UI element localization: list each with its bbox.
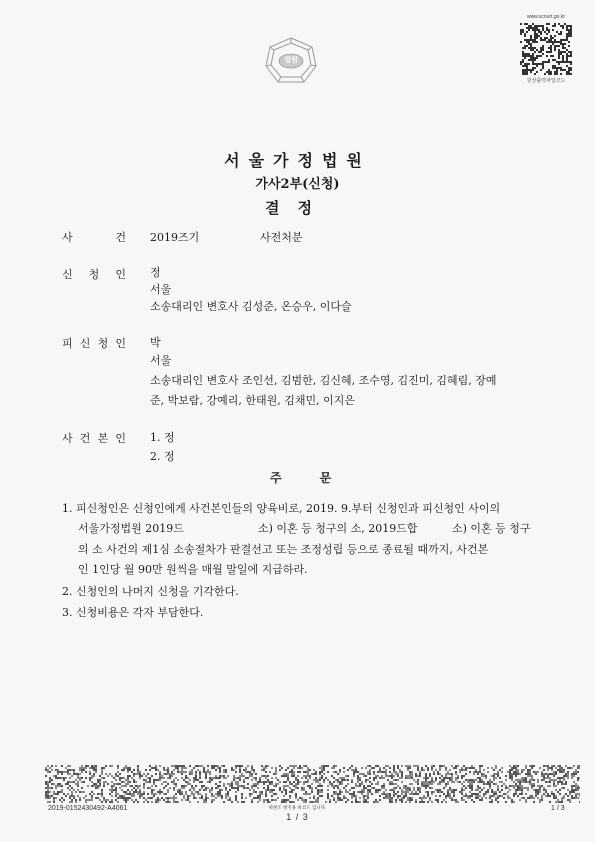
qr-code-block [515,14,577,90]
court-emblem [264,36,318,86]
anti-forgery-barcode [45,765,580,803]
emblem-label: 법원 [284,56,298,64]
principal-1: 1. 정 [150,431,175,444]
applicant-label: 신 청 인 [62,268,126,281]
respondent-address: 서울 [150,354,172,367]
order-item-1-line-2a: 서울가정법원 2019드 [78,522,184,535]
order-item-1-line-4: 인 1인당 월 90만 원씩을 매월 말일에 지급하라. [78,563,308,576]
order-item-1-line-2b: 소) 이혼 등 청구의 소, 2019드합 [258,522,418,535]
principals-label: 사 건 본 인 [62,432,126,445]
order-item-3: 3. 신청비용은 각자 부담한다. [62,606,204,619]
document-type: 결정 [265,199,330,217]
document-id: 2019-0152430492-A4061 [48,805,128,812]
barcode-notice: 위변조 방지용 바코드 입니다. [268,806,327,811]
respondent-attorney-line1: 소송대리인 변호사 조인선, 김범한, 김신혜, 조수영, 김진미, 김혜림, 장예 [150,374,497,387]
respondent-label: 피 신 청 인 [62,337,126,350]
qr-code [520,23,572,75]
page-number-right: 1 / 3 [551,805,565,812]
order-item-1-line-3: 의 소 사건의 제1심 소송절차가 판결선고 또는 조정성립 등으로 종료될 때까지, 사건본 [78,543,489,556]
respondent-attorney-line2: 준, 박보람, 강예리, 한태원, 김채민, 이지은 [150,394,355,407]
case-label: 사 건 [62,231,126,244]
order-item-1-line-1: 1. 피신청인은 신청인에게 사건본인들의 양육비로, 2019. 9.부터 신청인과 피신청인 사이의 [62,502,501,515]
qr-caption: 원상출력파일코드 [526,78,566,84]
department: 가사2부(신청) [255,177,340,192]
applicant-attorney: 소송대리인 변호사 김성준, 온승우, 이다슬 [150,300,352,313]
principal-2: 2. 정 [150,450,175,463]
applicant-name: 정 [150,266,161,279]
respondent-name: 박 [150,336,161,349]
court-name: 서울가정법원 [224,151,371,170]
case-number: 2019즈기 [150,231,200,244]
applicant-address: 서울 [150,283,172,296]
page-number-center: 1 / 3 [286,812,309,822]
order-item-1-line-2c: 소) 이혼 등 청구 [452,522,531,535]
case-name: 사전처분 [260,231,303,244]
order-item-2: 2. 신청인의 나머지 신청을 기각한다. [62,585,239,598]
order-heading: 주문 [270,471,370,485]
qr-url: www.scourt.go.kr [526,14,566,20]
